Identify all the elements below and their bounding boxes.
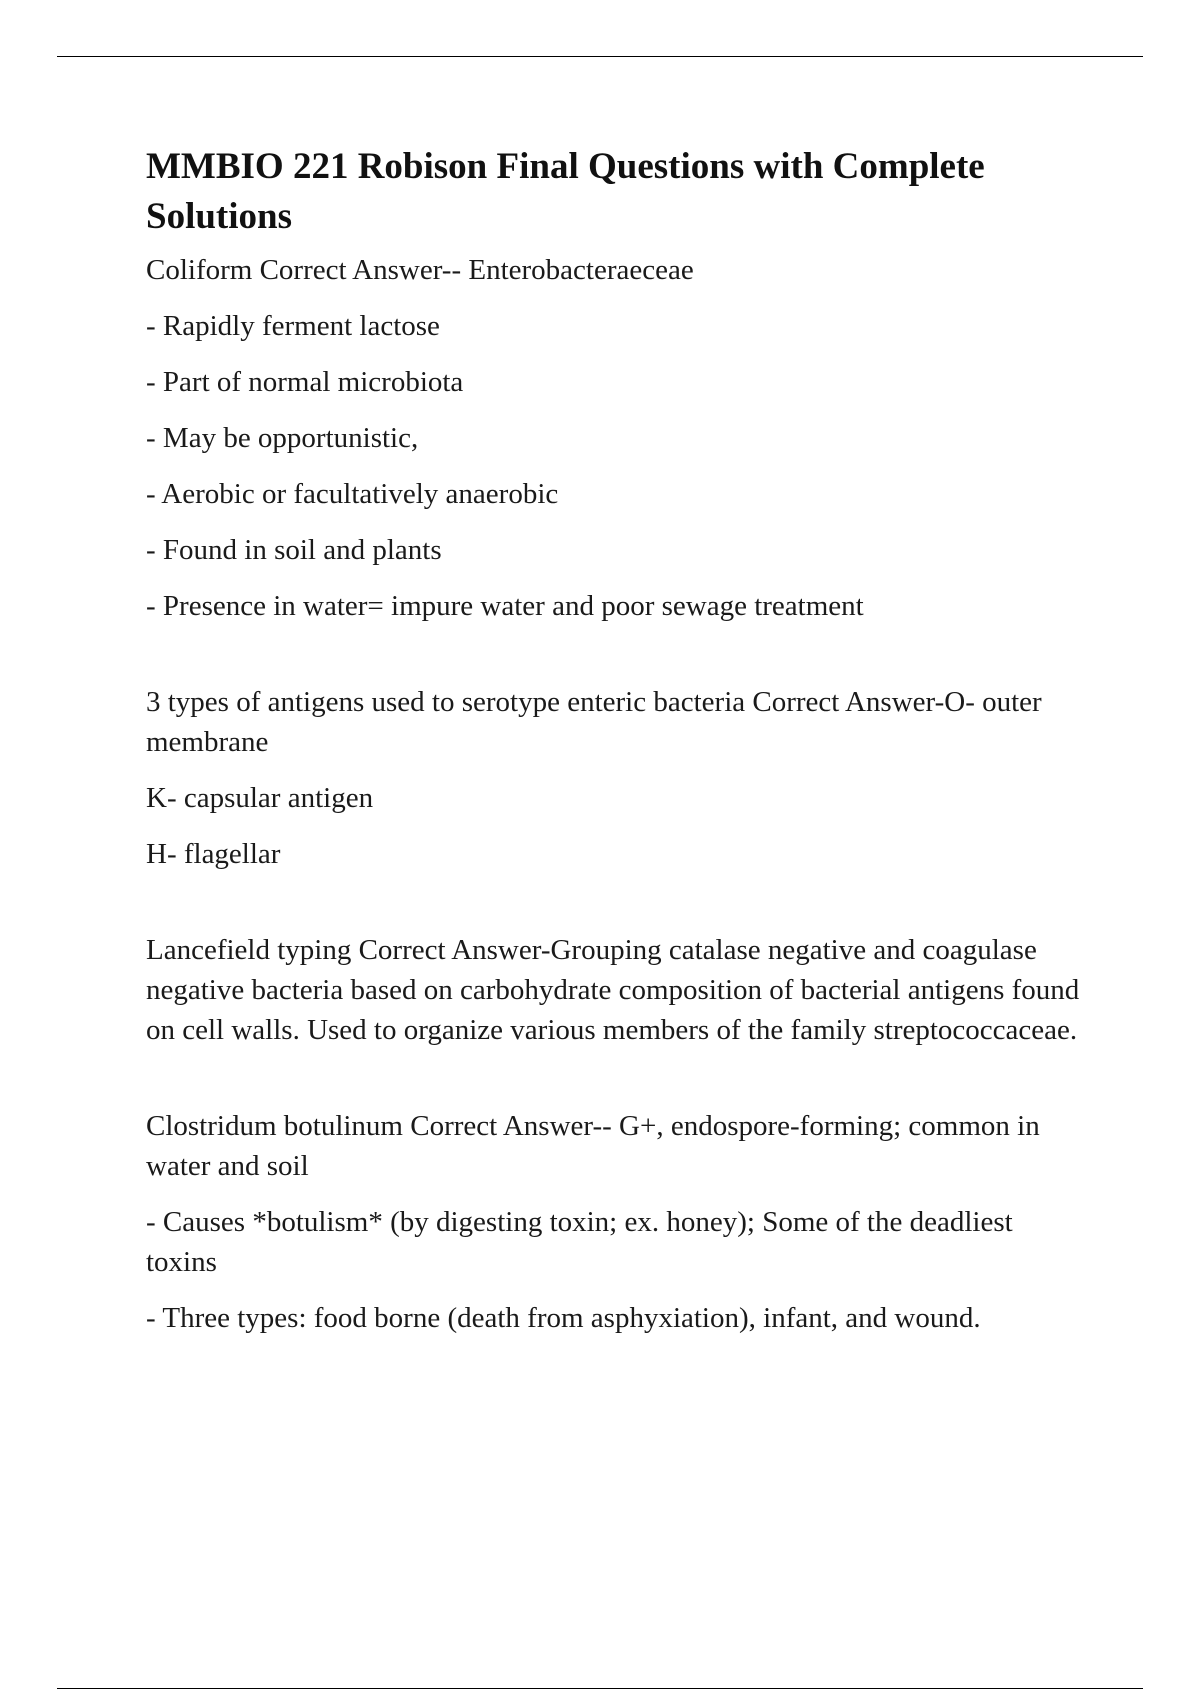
answer-line: Clostridum botulinum Correct Answer-- G+, endospore-forming; common in water and soil [146,1110,1040,1182]
document-body [146,142,1086,1354]
answer-line: - Aerobic or facultatively anaerobic [146,478,559,510]
bottom-divider [57,1688,1143,1689]
answer-line: H- flagellar [146,838,281,870]
answer-line: - Three types: food borne (death from asphyxiation), infant, and wound. [146,1302,981,1334]
answer-line: - Part of normal microbiota [146,366,464,398]
qa-entry-botulinum [146,1106,1086,1338]
answer-line: K- capsular antigen [146,782,374,814]
answer-line: Lancefield typing Correct Answer-Grouping catalase negative and coagulase negative bacteria based on carbohydrate composition of bacterial antigens found on cell walls. Used to organize various members of the family streptococcaceae. [146,934,1080,1046]
top-divider [57,56,1143,57]
answer-line: Coliform Correct Answer-- Enterobacteraeceae [146,254,694,286]
qa-entry-coliform [146,250,1086,626]
answer-line: - Found in soil and plants [146,534,442,566]
answer-line: - Causes *botulism* (by digesting toxin; ex. honey); Some of the deadliest toxins [146,1206,1013,1278]
qa-entry-lancefield [146,930,1086,1050]
answer-line: 3 types of antigens used to serotype enteric bacteria Correct Answer-O- outer membrane [146,686,1042,758]
qa-entry-antigens [146,682,1086,874]
document-title: MMBIO 221 Robison Final Questions with Complete Solutions [146,146,985,237]
answer-line: - Presence in water= impure water and poor sewage treatment [146,590,864,622]
answer-line: - May be opportunistic, [146,422,419,454]
answer-line: - Rapidly ferment lactose [146,310,440,342]
